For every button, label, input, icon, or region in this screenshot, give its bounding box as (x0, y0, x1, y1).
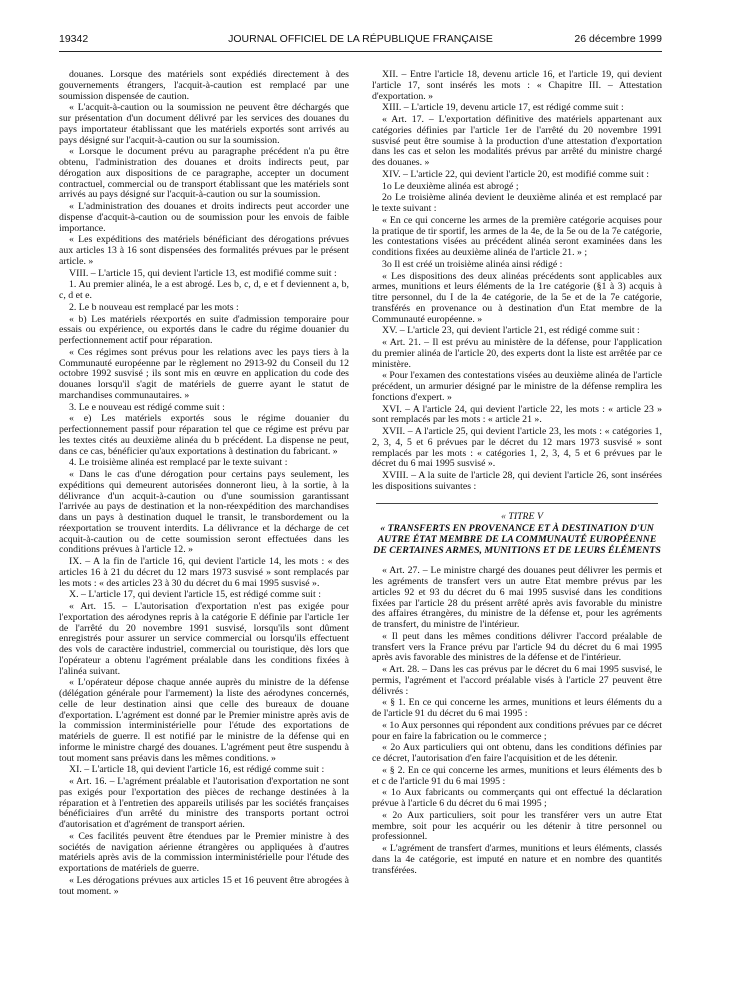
page-number: 19342 (59, 33, 89, 45)
paragraph: 4. Le troisième alinéa est remplacé par le texte suivant : (69, 457, 288, 469)
paragraph: « § 2. En ce qui concerne les armes, munitions et leurs éléments des b et c de l'article 91 du 6 mai 1995 : (372, 764, 662, 787)
journal-title: JOURNAL OFFICIEL DE LA RÉPUBLIQUE FRANÇAISE (228, 33, 493, 45)
paragraph: douanes. Lorsque des matériels sont expédiés directement à des gouvernements étrangers, l'acquit-à-caution est remplacé par une soumission dispensée de caution. (59, 69, 349, 102)
paragraph: 3. Le e nouveau est rédigé comme suit : (69, 401, 225, 413)
paragraph: 3o Il est créé un troisième alinéa ainsi rédigé : (382, 258, 563, 270)
paragraph: « L'opérateur dépose chaque année auprès du ministre de la défense (délégation générale pour l'armement) la liste des aérodynes concernés, celle de leur destination ainsi que celle des bureaux de douane d'exportation. L'agrément est donné par le Premier ministre après avis de la commission interministérielle pour l'étude des exportations de matériels de guerre. Il est notifié par le ministre de la défense qui en informe le ministre chargé des douanes. L'agrément peut être suspendu à tout moment sans préavis dans les mêmes conditions. » (59, 677, 349, 764)
section-divider (376, 503, 658, 504)
paragraph: « b) Les matériels réexportés en suite d'admission temporaire pour essais ou expérience, ou exportés dans le cadre du régime douanier du perfectionnement actif pour réparation. (59, 313, 349, 346)
paragraph: « L'administration des douanes et droits indirects peut accorder une dispense d'acquit-à-caution ou de soumission pour les envois de faible importance. (59, 201, 349, 234)
paragraph: « Art. 17. – L'exportation définitive des matériels appartenant aux catégories définies par l'article 1er de l'arrêté du 20 novembre 1991 susvisé peut être soumise à la production d'une attestation d'exportation dans les cas et selon les modalités prévus par arrêté du ministre chargé des douanes. » (372, 114, 662, 168)
page-header (59, 33, 662, 49)
paragraph: XII. – Entre l'article 18, devenu article 16, et l'article 19, qui devient l'article 17, sont insérés les mots : « Chapitre III. – Attestation d'exportation. » (372, 69, 662, 102)
paragraph: « Dans le cas d'une dérogation pour certains pays seulement, les expéditions qui demeurent autorisées donneront lieu, à la sortie, à la délivrance d'un acquit-à-caution ou d'une soumission garantissant l'arrivée au pays de destination et la non-réexpédition des marchandises dans un pays à destination duquel le transit, le transbordement ou la réexportation se trouvent interdits. La délivrance et la décharge de cet acquit-à-caution ou de cette soumission seront effectuées dans les conditions prévues à l'article 12. » (59, 469, 349, 556)
paragraph: 1o Le deuxième alinéa est abrogé ; (382, 180, 519, 192)
paragraph: X. – L'article 17, qui devient l'article 15, est rédigé comme suit : (69, 589, 321, 601)
paragraph: « L'agrément de transfert d'armes, munitions et leurs éléments, classés dans la 4e catégorie, est imputé en nature et en nombre des quantités transférées. (372, 843, 662, 876)
paragraph: 2o Le troisième alinéa devient le deuxième alinéa et est remplacé par le texte suivant : (372, 192, 662, 214)
paragraph: « Art. 27. – Le ministre chargé des douanes peut délivrer les permis et les agréments de transfert vers un autre Etat membre prévus par les articles 92 et 93 du décret du 6 mai 1995 susvisé dans les conditions fixées par l'article 28 du présent arrêté après avis favorable du ministre des affaires étrangères, du ministre de la défense et, pour les agréments de transfert, du ministre de l'intérieur. (372, 565, 662, 630)
issue-date: 26 décembre 1999 (574, 33, 662, 45)
paragraph: « Ces régimes sont prévus pour les relations avec les pays tiers à la Communauté européenne par le règlement no 2913-92 du Conseil du 12 octobre 1992 susvisé ; ils sont mis en œuvre en application du code des douanes lorsqu'il s'agit de matériels de guerre ayant le statut de marchandises communautaires. » (59, 346, 349, 401)
paragraph: « 2o Aux particuliers qui ont obtenu, dans les conditions définies par ce décret, l'autorisation d'en faire l'acquisition et de les détenir. (372, 742, 662, 764)
paragraph: « Ces facilités peuvent être étendues par le Premier ministre à des sociétés de navigation aérienne étrangères ou appliquées à d'autres matériels après avis de la commission interministérielle pour l'étude des exportations de matériels de guerre. (59, 830, 349, 874)
paragraph: XV. – L'article 23, qui devient l'article 21, est rédigé comme suit : (382, 325, 640, 337)
paragraph: XVIII. – A la suite de l'article 28, qui devient l'article 26, sont insérées les dispositions suivantes : (372, 470, 662, 492)
header-rule (59, 51, 662, 52)
paragraph: « Les dérogations prévues aux articles 15 et 16 peuvent être abrogées à tout moment. » (59, 874, 349, 897)
right-column-bottom (372, 566, 662, 876)
paragraph: 2. Le b nouveau est remplacé par les mots : (69, 301, 239, 313)
paragraph: XVII. – A l'article 25, qui devient l'article 23, les mots : « catégories 1, 2, 3, 4, 5 et 6 prévues par le décret du 12 mars 1973 susvisé » sont remplacés par les mots : « catégories 1, 2, 3, 4, 5 et 6 prévues par le décret du 6 mai 1995 susvisé ». (372, 426, 662, 470)
paragraph: « L'acquit-à-caution ou la soumission ne peuvent être déchargés que sur présentation d'un document délivré par les services des douanes du pays importateur établissant que les matériels exportés sont arrivés au pays désigné sur l'acquit-à-caution ou sur la soumission. (59, 102, 349, 146)
paragraph: XIV. – L'article 22, qui devient l'article 20, est modifié comme suit : (382, 168, 649, 180)
paragraph: « Lorsque le document prévu au paragraphe précédent n'a pu être obtenu, l'administration des douanes et droits indirects peut, par dérogation aux dispositions de ce paragraphe, accepter un document contractuel, commercial ou de transport établissant que les matériels sont arrivés au pays désigné sur l'acquit-à-caution ou sur la soumission. (59, 146, 349, 201)
right-column-top (372, 70, 662, 493)
paragraph: « Art. 28. – Dans les cas prévus par le décret du 6 mai 1995 susvisé, le permis, l'agrément et l'accord préalable visés à l'article 27 peuvent être délivrés : (372, 664, 662, 697)
titre-heading: « TITRE V (501, 510, 543, 522)
paragraph: « Il peut dans les mêmes conditions délivrer l'accord préalable de transfert vers la France prévu par l'article 94 du décret du 6 mai 1995 après avis favorable des ministres de la défense et de l'intérieur. (372, 630, 662, 664)
paragraph: « Art. 16. – L'agrément préalable et l'autorisation d'exportation ne sont pas exigés pour l'exportation des pièces de rechange destinées à la réparation et à l'entretien des appareils utilisés par les sociétés françaises bénéficiaires d'un arrêté du ministre des transports portant octroi d'autorisation et d'agrément de transport aérien. (59, 776, 349, 830)
paragraph: VIII. – L'article 15, qui devient l'article 13, est modifié comme suit : (69, 267, 337, 279)
section-title: « TRANSFERTS EN PROVENANCE ET À DESTINATION D'UN AUTRE ÉTAT MEMBRE DE LA COMMUNAUTÉ EUROPÉENNE DE CERTAINES ARMES, MUNITIONS ET DE LEURS ÉLÉMENTS (373, 523, 661, 557)
paragraph: « 1o Aux fabricants ou commerçants qui ont effectué la déclaration prévue à l'article 6 du décret du 6 mai 1995 ; (372, 787, 662, 809)
paragraph: « e) Les matériels exportés sous le régime douanier du perfectionnement passif pour réparation tel que ce régime est prévu par les textes cités au deuxième alinéa du b précédent. La dispense ne peut, dans ce cas, bénéficier qu'aux exportations à destination du fabricant. » (59, 413, 349, 457)
paragraph: « Pour l'examen des contestations visées au deuxième alinéa de l'article précédent, un armurier désigné par le ministre de la défense remplira les fonctions d'expert. » (372, 370, 662, 403)
paragraph: « Les expéditions des matériels bénéficiant des dérogations prévues aux articles 13 à 16 sont dispensées des formalités prévues par le présent article. » (59, 234, 349, 267)
paragraph: « § 1. En ce qui concerne les armes, munitions et leurs éléments du a de l'article 91 du décret du 6 mai 1995 : (372, 697, 662, 719)
paragraph: « 1o Aux personnes qui répondent aux conditions prévues par ce décret pour en faire la fabrication ou le commerce ; (372, 719, 662, 742)
paragraph: 1. Au premier alinéa, le a est abrogé. Les b, c, d, e et f deviennent a, b, c, d et e. (59, 279, 349, 301)
paragraph: « Art. 21. – Il est prévu au ministère de la défense, pour l'application du premier alinéa de l'article 20, des experts dont la liste est arrêtée par ce ministère. (372, 337, 662, 370)
paragraph: « Les dispositions des deux alinéas précédents sont applicables aux armes, munitions et leurs éléments de la 1re catégorie (§1 à 3) acquis à titre personnel, du I de la 4e catégorie, de la 5e et de la 7e catégorie, transférés en provenance ou à destination d'un Etat membre de la Communauté européenne. » (372, 270, 662, 325)
paragraph: IX. – A la fin de l'article 16, qui devient l'article 14, les mots : « des articles 16 à 21 du décret du 12 mars 1973 susvisé » sont remplacés par les mots : « des articles 23 à 30 du décret du 6 mai 1995 susvisé ». (59, 556, 349, 589)
right-column (372, 70, 662, 877)
paragraph: XVI. – A l'article 24, qui devient l'article 22, les mots : « article 23 » sont remplacés par les mots : « article 21 ». (372, 403, 662, 426)
left-column (59, 70, 349, 898)
paragraph: « 2o Aux particuliers, soit pour les transférer vers un autre Etat membre, soit pour les acquérir ou les détenir à titre personnel ou professionnel. (372, 809, 662, 843)
paragraph: « En ce qui concerne les armes de la première catégorie acquises pour la pratique de tir sportif, les armes de la 4e, de la 5e ou de la 7e catégorie, les contestations visées au précédent alinéa seront examinées dans les conditions fixées au deuxième alinéa de l'article 21. » ; (372, 214, 662, 258)
paragraph: « Art. 15. – L'autorisation d'exportation n'est pas exigée pour l'exportation des aérodynes repris à la catégorie E définie par l'article 1er de l'arrêté du 20 novembre 1991 susvisé, lorsqu'ils sont dûment enregistrés pour assurer un service commercial ou lorsqu'ils effectuent des vols de caractère industriel, commercial ou touristique, dès lors que l'opérateur a obtenu l'agrément préalable dans les conditions fixées à l'alinéa suivant. (59, 601, 349, 677)
paragraph: XI. – L'article 18, qui devient l'article 16, est rédigé comme suit : (69, 764, 325, 776)
paragraph: XIII. – L'article 19, devenu article 17, est rédigé comme suit : (382, 102, 624, 114)
